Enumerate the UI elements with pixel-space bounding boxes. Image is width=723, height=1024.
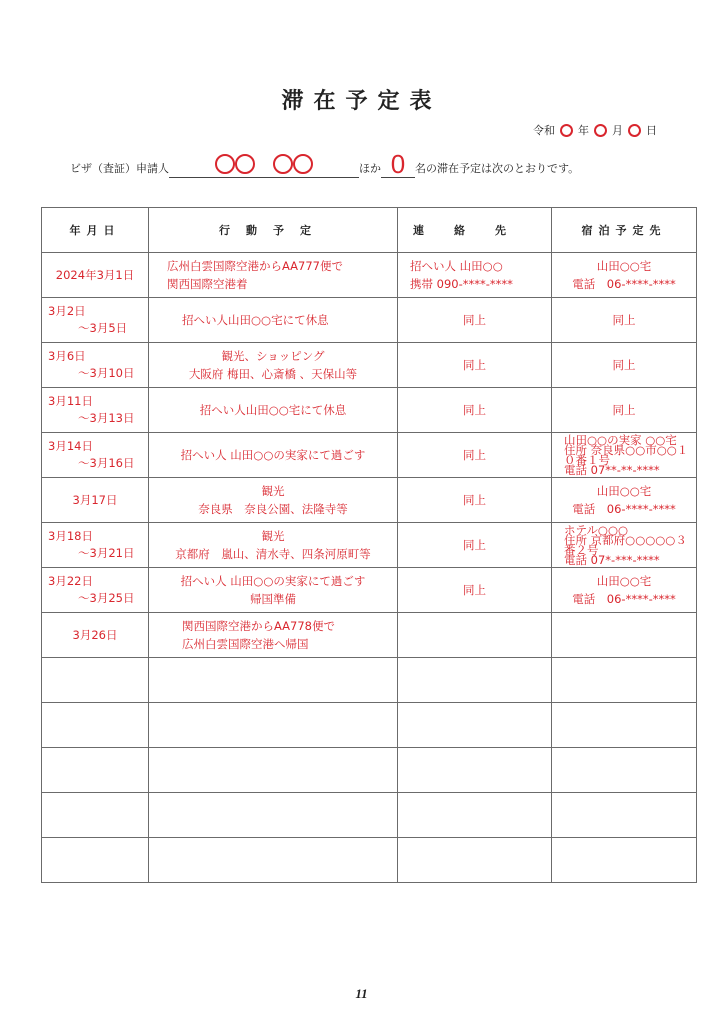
- contact-cell[interactable]: 同上: [398, 388, 552, 433]
- table-row-empty: [42, 793, 697, 838]
- activity-cell[interactable]: 招へい人山田○○宅にて休息: [149, 298, 398, 343]
- activity-cell[interactable]: [149, 793, 398, 838]
- placeholder-circle-icon: [235, 154, 255, 174]
- date-cell[interactable]: 3月17日: [42, 478, 149, 523]
- table-row: [42, 568, 697, 613]
- activity-cell[interactable]: 広州白雲国際空港からAA777便で 関西国際空港着: [149, 253, 398, 298]
- activity-cell[interactable]: [149, 838, 398, 883]
- lodging-cell[interactable]: 山田○○の実家 ○○宅 住所 奈良県○○市○○１０番１号 電話 07**-**-****: [552, 433, 697, 478]
- lodging-cell[interactable]: [552, 748, 697, 793]
- contact-cell[interactable]: 招へい人 山田○○ 携帯 090-****-****: [398, 253, 552, 298]
- lodging-cell[interactable]: 同上: [552, 343, 697, 388]
- date-cell[interactable]: 3月2日 ～3月5日: [42, 298, 149, 343]
- year-field[interactable]: [560, 124, 573, 137]
- placeholder-circle-icon: [215, 154, 235, 174]
- companion-count-field[interactable]: [381, 151, 415, 178]
- date-cell[interactable]: 3月26日: [42, 613, 149, 658]
- applicant-name-field[interactable]: [169, 151, 359, 178]
- table-row-empty: [42, 838, 697, 883]
- lodging-cell[interactable]: [552, 658, 697, 703]
- date-cell[interactable]: 3月22日 ～3月25日: [42, 568, 149, 613]
- month-field[interactable]: [594, 124, 607, 137]
- contact-cell[interactable]: 同上: [398, 523, 552, 568]
- table-row-empty: [42, 658, 697, 703]
- table-row: [42, 298, 697, 343]
- lodging-cell[interactable]: [552, 703, 697, 748]
- lodging-cell[interactable]: [552, 838, 697, 883]
- table-row: [42, 388, 697, 433]
- contact-cell[interactable]: 同上: [398, 433, 552, 478]
- schedule-table: [41, 207, 697, 883]
- date-cell[interactable]: 3月14日 ～3月16日: [42, 433, 149, 478]
- date-cell[interactable]: [42, 658, 149, 703]
- year-label: 年: [578, 124, 589, 137]
- header-activity: 行動予定: [149, 208, 398, 253]
- contact-cell[interactable]: [398, 658, 552, 703]
- lodging-cell[interactable]: [552, 613, 697, 658]
- contact-cell[interactable]: [398, 748, 552, 793]
- contact-cell[interactable]: [398, 793, 552, 838]
- contact-cell[interactable]: [398, 838, 552, 883]
- lodging-cell[interactable]: 同上: [552, 298, 697, 343]
- table-row-empty: [42, 748, 697, 793]
- table-row: [42, 433, 697, 478]
- month-label: 月: [612, 124, 623, 137]
- activity-cell[interactable]: [149, 703, 398, 748]
- applicant-prefix: ビザ（査証）申請人: [70, 162, 169, 175]
- table-row: [42, 613, 697, 658]
- contact-cell[interactable]: 同上: [398, 343, 552, 388]
- activity-cell[interactable]: 観光 京都府 嵐山、清水寺、四条河原町等: [149, 523, 398, 568]
- era-label: 令和: [533, 124, 555, 137]
- activity-cell[interactable]: [149, 748, 398, 793]
- date-cell[interactable]: 2024年3月1日: [42, 253, 149, 298]
- date-line: [533, 122, 657, 138]
- lodging-cell[interactable]: 山田○○宅 電話 06-****-****: [552, 253, 697, 298]
- date-cell[interactable]: 3月6日 ～3月10日: [42, 343, 149, 388]
- header-date: 年月日: [42, 208, 149, 253]
- lodging-cell[interactable]: 同上: [552, 388, 697, 433]
- lodging-cell[interactable]: 山田○○宅 電話 06-****-****: [552, 478, 697, 523]
- header-contact: 連絡先: [398, 208, 552, 253]
- activity-cell[interactable]: 招へい人山田○○宅にて休息: [149, 388, 398, 433]
- table-row-empty: [42, 703, 697, 748]
- applicant-line: [70, 151, 579, 178]
- lodging-cell[interactable]: 山田○○宅 電話 06-****-****: [552, 568, 697, 613]
- table-row: [42, 478, 697, 523]
- page-title: 滞在予定表: [281, 89, 442, 114]
- date-cell[interactable]: 3月11日 ～3月13日: [42, 388, 149, 433]
- table-row: [42, 253, 697, 298]
- contact-cell[interactable]: 同上: [398, 478, 552, 523]
- lodging-cell[interactable]: ホテル○○○ 住所 京都府○○○○○３番２号 電話 07*-***-****: [552, 523, 697, 568]
- date-cell[interactable]: [42, 748, 149, 793]
- day-field[interactable]: [628, 124, 641, 137]
- header-lodging: 宿泊予定先: [552, 208, 697, 253]
- applicant-suffix: 名の滞在予定は次のとおりです。: [415, 162, 580, 175]
- activity-cell[interactable]: 関西国際空港からAA778便で 広州白雲国際空港へ帰国: [149, 613, 398, 658]
- applicant-middle: ほか: [359, 162, 381, 175]
- companion-count-value: 0: [390, 149, 406, 179]
- date-cell[interactable]: 3月18日 ～3月21日: [42, 523, 149, 568]
- activity-cell[interactable]: 観光 奈良県 奈良公園、法隆寺等: [149, 478, 398, 523]
- activity-cell[interactable]: 招へい人 山田○○の実家にて過ごす: [149, 433, 398, 478]
- lodging-cell[interactable]: [552, 793, 697, 838]
- date-cell[interactable]: [42, 703, 149, 748]
- placeholder-circle-icon: [293, 154, 313, 174]
- day-label: 日: [646, 124, 657, 137]
- activity-cell[interactable]: 観光、ショッピング 大阪府 梅田、心斎橋 、天保山等: [149, 343, 398, 388]
- table-row: [42, 343, 697, 388]
- date-cell[interactable]: [42, 838, 149, 883]
- page-number: 11: [355, 986, 368, 1001]
- contact-cell[interactable]: 同上: [398, 568, 552, 613]
- activity-cell[interactable]: [149, 658, 398, 703]
- placeholder-circle-icon: [273, 154, 293, 174]
- contact-cell[interactable]: [398, 703, 552, 748]
- contact-cell[interactable]: [398, 613, 552, 658]
- table-row: [42, 523, 697, 568]
- contact-cell[interactable]: 同上: [398, 298, 552, 343]
- activity-cell[interactable]: 招へい人 山田○○の実家にて過ごす 帰国準備: [149, 568, 398, 613]
- date-cell[interactable]: [42, 793, 149, 838]
- table-header-row: [42, 208, 697, 253]
